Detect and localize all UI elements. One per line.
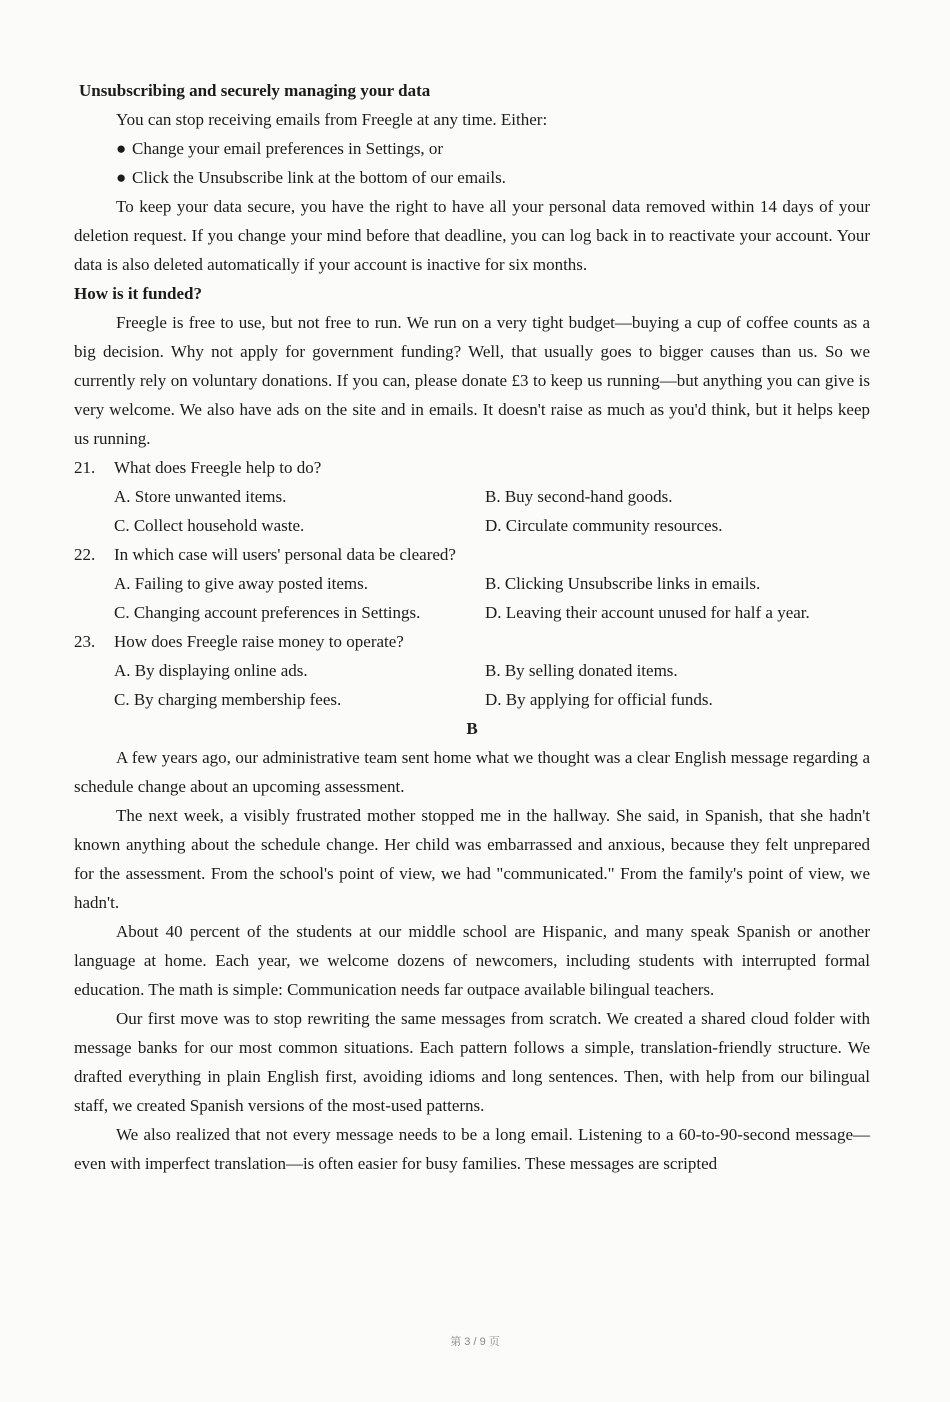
- option-c: C. Changing account preferences in Settings.: [114, 603, 421, 622]
- option-b: B. Buy second-hand goods.: [485, 487, 673, 506]
- question-text: In which case will users' personal data be cleared?: [114, 545, 456, 564]
- paragraph-intro: You can stop receiving emails from Freegle at any time. Either:: [116, 110, 548, 129]
- option-b: B. Clicking Unsubscribe links in emails.: [485, 574, 761, 593]
- option-c: C. Collect household waste.: [114, 516, 305, 535]
- page-number: 第 3 / 9 页: [450, 1336, 500, 1348]
- question-text: What does Freegle help to do?: [114, 458, 322, 477]
- question-text: How does Freegle raise money to operate?: [114, 632, 404, 651]
- option-a: A. By displaying online ads.: [114, 661, 308, 680]
- bullet-icon: ●: [116, 139, 127, 158]
- option-d: D. By applying for official funds.: [485, 690, 713, 709]
- question-21: [74, 453, 870, 540]
- section-heading-unsubscribe: Unsubscribing and securely managing your data: [79, 81, 431, 100]
- section-heading-funding: How is it funded?: [74, 284, 202, 303]
- bullet-item: ● Change your email preferences in Settings, or: [74, 134, 870, 163]
- passage-paragraph: We also realized that not every message needs to be a long email. Listening to a 60-to-90-second message—even with imperfect translation—is often easier for busy families. These messages are scripted: [74, 1125, 870, 1173]
- passage-paragraph: A few years ago, our administrative team sent home what we thought was a clear English message regarding a schedule change about an upcoming assessment.: [74, 748, 870, 796]
- bullet-icon: ●: [116, 168, 127, 187]
- option-a: A. Store unwanted items.: [114, 487, 287, 506]
- question-23: [74, 627, 870, 714]
- question-number: 23.: [74, 632, 96, 651]
- passage-paragraph: The next week, a visibly frustrated mother stopped me in the hallway. She said, in Spanish, that she hadn't known anything about the schedule change. Her child was embarrassed and anxious, because they felt unprepared for the assessment. From the school's point of view, we had "communicated." From the family's point of view, we hadn't.: [74, 806, 870, 912]
- passage-paragraph: Our first move was to stop rewriting the same messages from scratch. We created a shared cloud folder with message banks for our most common situations. Each pattern follows a simple, translation-friendly structure. We drafted everything in plain English first, avoiding idioms and long sentences. Then, with help from our bilingual staff, we created Spanish versions of the most-used patterns.: [74, 1009, 870, 1115]
- option-d: D. Circulate community resources.: [485, 516, 723, 535]
- passage-paragraph: About 40 percent of the students at our middle school are Hispanic, and many speak Spanish or another language at home. Each year, we welcome dozens of newcomers, including students with interrupted formal education. The math is simple: Communication needs far outpace available bilingual teachers.: [74, 922, 870, 999]
- option-c: C. By charging membership fees.: [114, 690, 342, 709]
- question-number: 21.: [74, 458, 96, 477]
- option-d: D. Leaving their account unused for half a year.: [485, 603, 810, 622]
- question-number: 22.: [74, 545, 96, 564]
- passage-letter: B: [466, 719, 478, 738]
- option-b: B. By selling donated items.: [485, 661, 678, 680]
- paragraph-data-security: To keep your data secure, you have the right to have all your personal data removed within 14 days of your deletion request. If you change your mind before that deadline, you can log back in to reactivate your account. Your data is also deleted automatically if your account is inactive for six months.: [74, 197, 870, 274]
- option-a: A. Failing to give away posted items.: [114, 574, 369, 593]
- paragraph-funding: Freegle is free to use, but not free to run. We run on a very tight budget—buying a cup of coffee counts as a big decision. Why not apply for government funding? Well, that usually goes to bigger causes than us. So we currently rely on voluntary donations. If you can, please donate £3 to keep us running—but anything you can give is very welcome. We also have ads on the site and in emails. It doesn't raise as much as you'd think, but it helps keep us running.: [74, 313, 870, 448]
- exam-page: [0, 76, 950, 1402]
- bullet-item: ● Click the Unsubscribe link at the bottom of our emails.: [74, 163, 870, 192]
- question-22: [74, 540, 870, 627]
